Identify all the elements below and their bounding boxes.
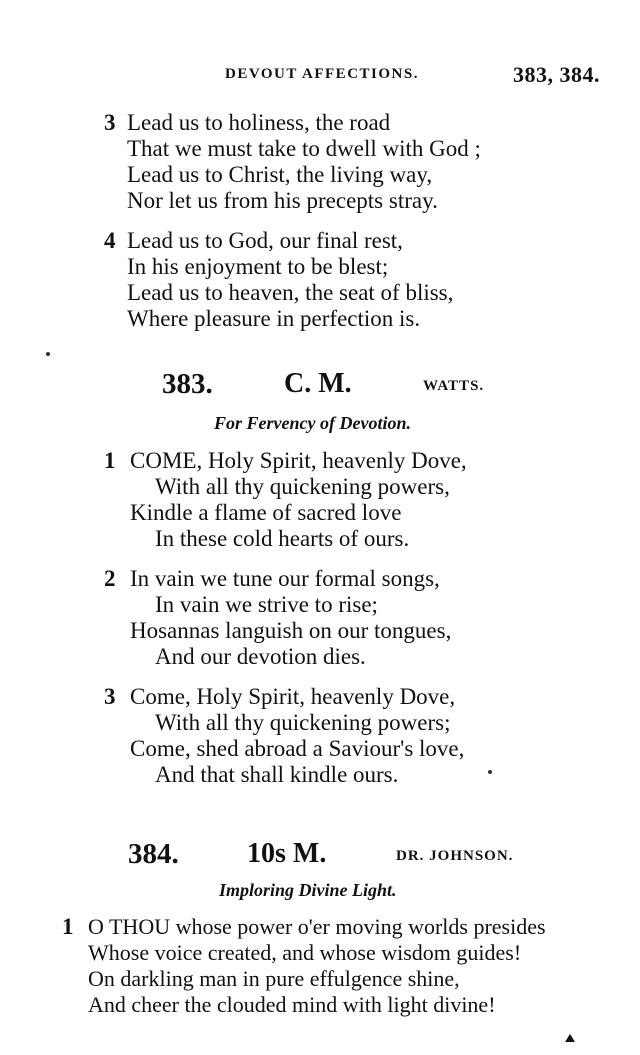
stanza-number: 3 xyxy=(104,684,116,709)
hymn-383-heading xyxy=(0,366,640,406)
hymn-meter: C. M. xyxy=(284,368,352,399)
verse-line: Nor let us from his precepts stray. xyxy=(127,188,438,213)
verse-line: And cheer the clouded mind with light divine! xyxy=(88,992,496,1017)
stanza-number: 2 xyxy=(104,566,116,591)
hymn-author: DR. JOHNSON. xyxy=(396,848,514,864)
stanza-number: 4 xyxy=(104,228,116,253)
hymn-384-heading xyxy=(0,838,640,878)
verse-line: In his enjoyment to be blest; xyxy=(127,254,389,279)
stanza-number: 1 xyxy=(62,914,74,939)
stanza-number: 1 xyxy=(104,448,116,473)
hymn-384-subtitle: Imploring Divine Light. xyxy=(219,880,397,900)
hymn-number: 384. xyxy=(128,838,179,870)
verse-line: Lead us to Christ, the living way, xyxy=(127,162,433,187)
verse-line: With all thy quickening powers, xyxy=(155,474,450,499)
verse-line: Whose voice created, and whose wisdom guides! xyxy=(88,940,522,965)
catchword-mark xyxy=(565,1034,575,1042)
running-head-title: DEVOUT AFFECTIONS. xyxy=(225,66,419,82)
print-speck xyxy=(488,770,492,774)
verse-line: Lead us to God, our final rest, xyxy=(127,228,403,253)
verse-line: Come, Holy Spirit, heavenly Dove, xyxy=(130,684,456,709)
hymn-author: WATTS. xyxy=(423,378,485,394)
verse-line: Lead us to holiness, the road xyxy=(127,110,391,135)
verse-line: COME, Holy Spirit, heavenly Dove, xyxy=(130,448,467,473)
running-head-hymn-numbers: 383, 384. xyxy=(513,62,600,87)
verse-line: In vain we strive to rise; xyxy=(155,592,378,617)
verse-line: Lead us to heaven, the seat of bliss, xyxy=(127,280,454,305)
verse-line: In these cold hearts of ours. xyxy=(155,526,410,551)
hymn-meter: 10s M. xyxy=(247,838,327,869)
print-speck xyxy=(46,352,50,356)
verse-line: On darkling man in pure effulgence shine, xyxy=(88,966,460,991)
hymn-number: 383. xyxy=(162,368,213,400)
stanza-number: 3 xyxy=(104,110,116,135)
verse-line: Kindle a flame of sacred love xyxy=(130,500,402,525)
verse-line: Hosannas languish on our tongues, xyxy=(130,618,452,643)
verse-line: And our devotion dies. xyxy=(155,644,366,669)
hymn-383-subtitle: For Fervency of Devotion. xyxy=(214,413,411,433)
verse-line: That we must take to dwell with God ; xyxy=(127,136,481,161)
verse-line: And that shall kindle ours. xyxy=(155,762,399,787)
verse-line: With all thy quickening powers; xyxy=(155,710,451,735)
verse-line: In vain we tune our formal songs, xyxy=(130,566,440,591)
verse-line: O THOU whose power o'er moving worlds presides xyxy=(88,914,546,939)
running-head xyxy=(225,62,600,88)
verse-line: Where pleasure in perfection is. xyxy=(127,306,421,331)
verse-line: Come, shed abroad a Saviour's love, xyxy=(130,736,465,761)
